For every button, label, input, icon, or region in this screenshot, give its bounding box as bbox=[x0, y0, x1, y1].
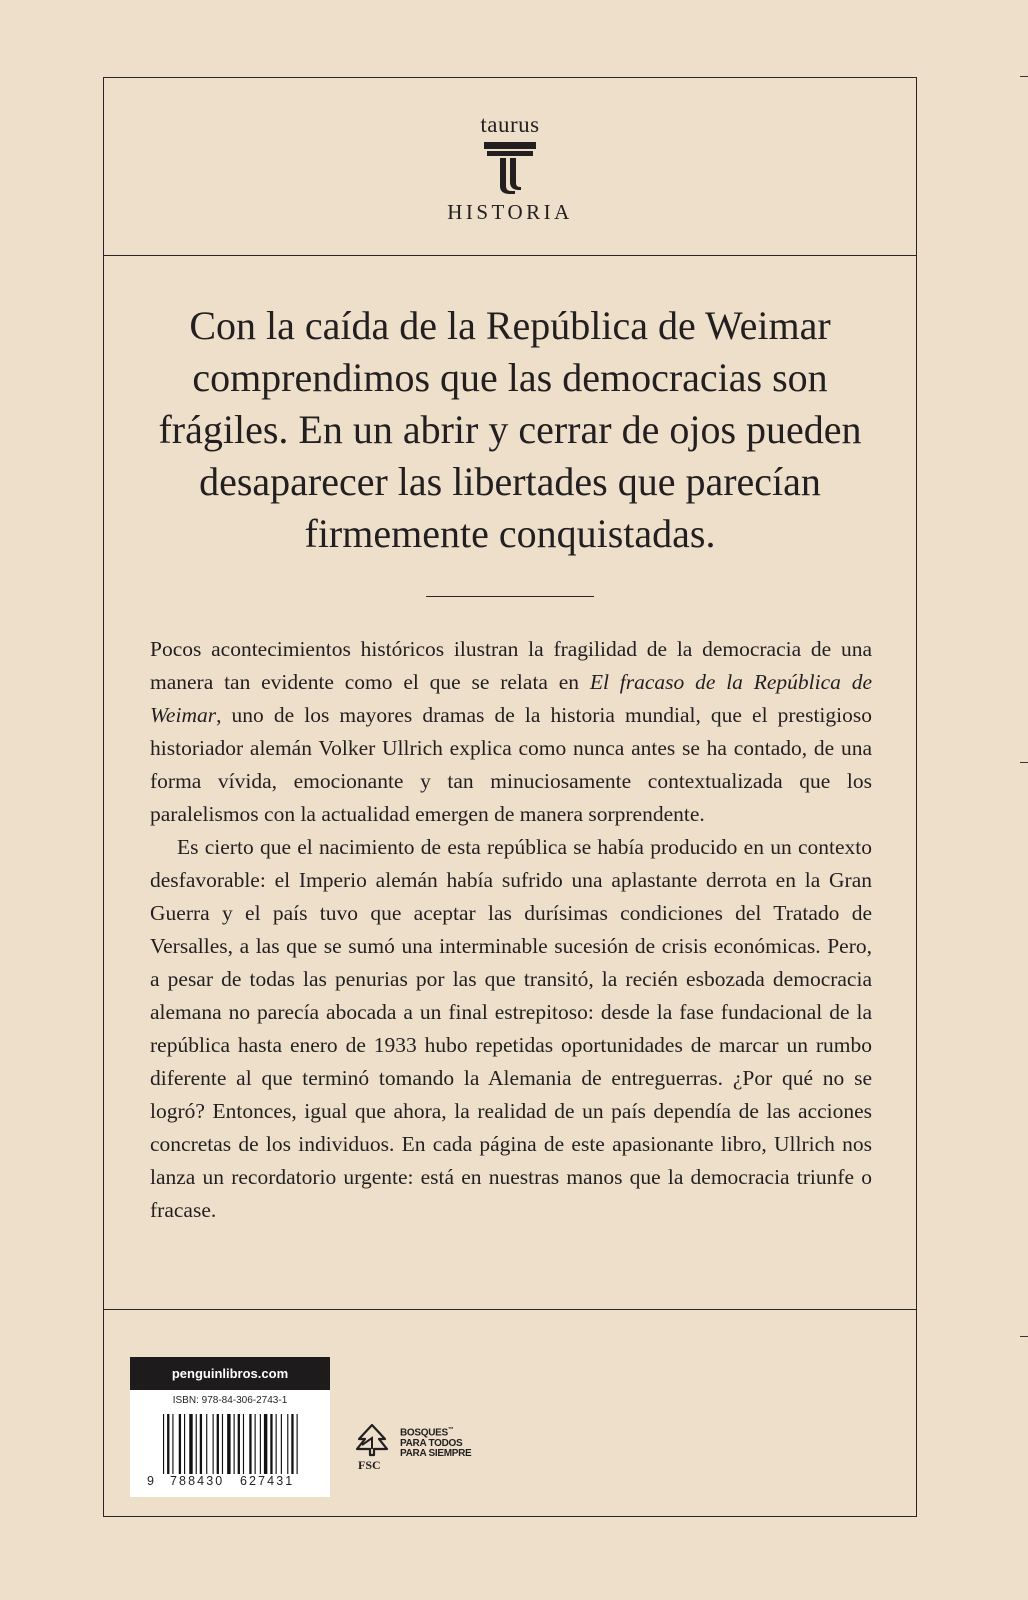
publisher-logo bbox=[104, 113, 916, 225]
website-label: penguinlibros.com bbox=[130, 1357, 330, 1390]
fsc-tree-icon bbox=[352, 1423, 392, 1457]
barcode-digit: 9 bbox=[147, 1474, 157, 1488]
trim-mark bbox=[1020, 76, 1028, 77]
lead-line: frágiles. En un abrir y cerrar de ojos pueden bbox=[158, 407, 862, 452]
lead-line: desaparecer las libertades que parecían bbox=[199, 459, 821, 504]
barcode-icon bbox=[163, 1414, 309, 1474]
fsc-line: PARA SIEMPRE bbox=[400, 1448, 472, 1460]
synopsis bbox=[150, 633, 872, 1227]
barcode-panel bbox=[130, 1390, 330, 1497]
fsc-label: FSC bbox=[358, 1458, 381, 1472]
fsc-line: PARA TODOS bbox=[400, 1437, 463, 1449]
fsc-slogan bbox=[400, 1425, 471, 1460]
lead-line: comprendimos que las democracias son bbox=[192, 355, 828, 400]
synopsis-paragraph-2: Es cierto que el nacimiento de esta república se había producido en un contexto desfavorable: el Imperio alemán había sufrido una aplastante derrota en la Gran Guerra y el país tuvo que aceptar las durísimas condiciones del Tratado de Versalles, a las que se sumó una interminable sucesión de crisis económicas. Pero, a pesar de todas las penurias por las que transitó, la recién esbozada democracia alemana no parecía abocada a un final estrepitoso: desde la fase fundacional de la república hasta enero de 1933 hubo repetidas oportunidades de marcar un rumbo diferente al que terminó tomando la Alemania de entreguerras. ¿Por qué no se logró? Entonces, igual que ahora, la realidad de un país dependía de las acciones concretas de los individuos. En cada página de este apasionante libro, Ullrich nos lanza un recordatorio urgente: está en nuestras manos que la democracia triunfe o fracase. bbox=[150, 835, 872, 1222]
barcode-block bbox=[130, 1357, 330, 1497]
lead-line: firmemente conquistadas. bbox=[304, 511, 716, 556]
synopsis-text: , uno de los mayores dramas de la historia mundial, que el prestigioso historiador alemán Volker Ullrich explica como nunca antes se ha contado, de una forma vívida, emocionante y tan minuciosamente contextualizada que los paralelismos con la actualidad emergen de manera sorprendente. bbox=[150, 703, 872, 826]
fsc-line: BOSQUES bbox=[400, 1427, 448, 1439]
trim-mark bbox=[1020, 1336, 1028, 1337]
synopsis-text: Pocos acontecimientos históricos ilustran la fragilidad de la democracia de una manera tan evidente como el que se relata en bbox=[150, 637, 872, 694]
fsc-certification bbox=[352, 1423, 502, 1475]
isbn-label: ISBN: 978-84-306-2743-1 bbox=[172, 1395, 288, 1406]
fsc-trademark: ™ bbox=[447, 1427, 454, 1433]
barcode-digits-right: 627431 bbox=[240, 1474, 295, 1488]
series-name: HISTORIA bbox=[447, 200, 573, 224]
divider-top bbox=[104, 255, 916, 256]
publisher-name: taurus bbox=[480, 112, 540, 137]
lead-line: Con la caída de la República de Weimar bbox=[189, 303, 831, 348]
lead-quote bbox=[114, 300, 906, 560]
divider-bottom bbox=[104, 1309, 916, 1310]
book-title: El fracaso de la República de Weimar bbox=[150, 670, 872, 727]
ornament-rule bbox=[426, 596, 594, 597]
taurus-t-icon bbox=[483, 140, 537, 196]
barcode-digits-left: 788430 bbox=[170, 1474, 225, 1488]
trim-mark bbox=[1020, 762, 1028, 763]
synopsis-paragraph-1 bbox=[150, 633, 872, 831]
back-cover-frame bbox=[103, 77, 917, 1517]
